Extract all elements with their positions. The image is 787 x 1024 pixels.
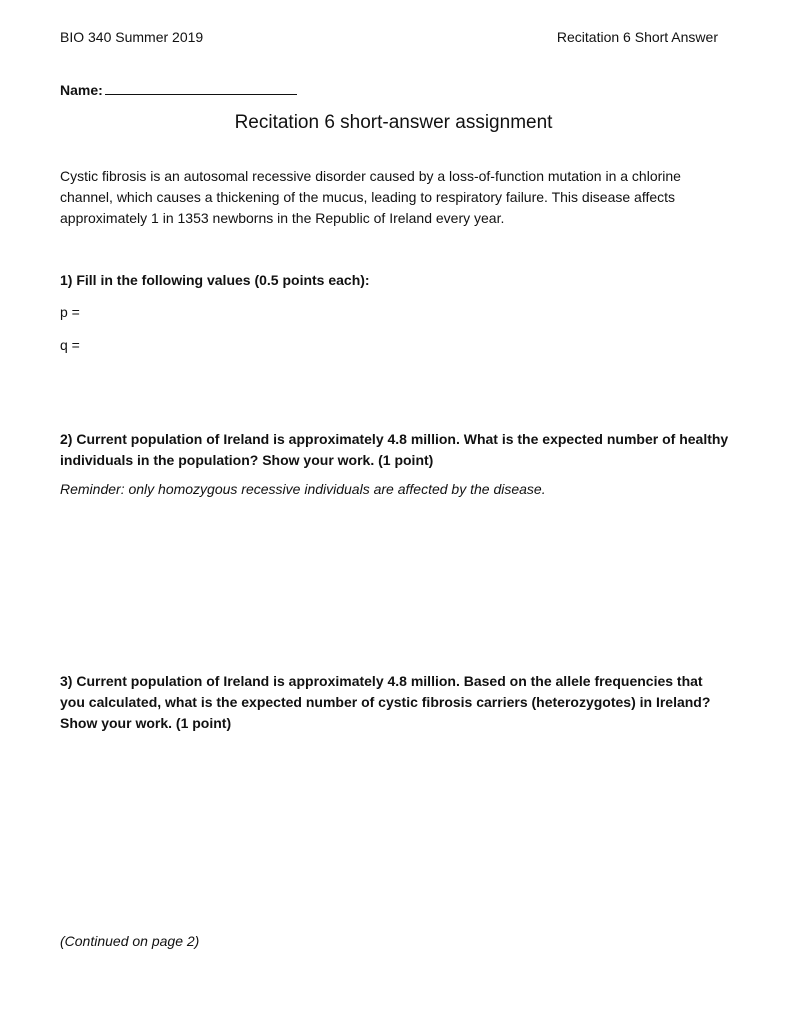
page-title: Recitation 6 short-answer assignment <box>234 112 553 133</box>
q-value-field: q = <box>60 337 80 353</box>
header-assignment: Recitation 6 Short Answer <box>556 29 718 45</box>
name-field <box>60 80 297 98</box>
name-blank-line <box>105 80 297 95</box>
name-label: Name: <box>60 82 103 98</box>
question-3: 3) Current population of Ireland is approximately 4.8 million. Based on the allele frequencies that you calculated, what is the expected number of cystic fibrosis carriers (heterozygotes) in Ireland? Show your work. (1 point) <box>60 673 711 731</box>
p-value-field: p = <box>60 304 80 320</box>
question-2: 2) Current population of Ireland is approximately 4.8 million. What is the expected number of healthy individuals in the population? Show your work. (1 point) <box>60 431 729 468</box>
question-1: 1) Fill in the following values (0.5 points each): <box>60 272 370 288</box>
question-2-reminder: Reminder: only homozygous recessive individuals are affected by the disease. <box>60 481 546 497</box>
header-course: BIO 340 Summer 2019 <box>60 29 204 45</box>
continued-note: (Continued on page 2) <box>60 933 200 949</box>
intro-paragraph: Cystic fibrosis is an autosomal recessive disorder caused by a loss-of-function mutation in a chlorine channel, which causes a thickening of the mucus, leading to respiratory failure. This disease affects approximately 1 in 1353 newborns in the Republic of Ireland every year. <box>60 168 681 226</box>
